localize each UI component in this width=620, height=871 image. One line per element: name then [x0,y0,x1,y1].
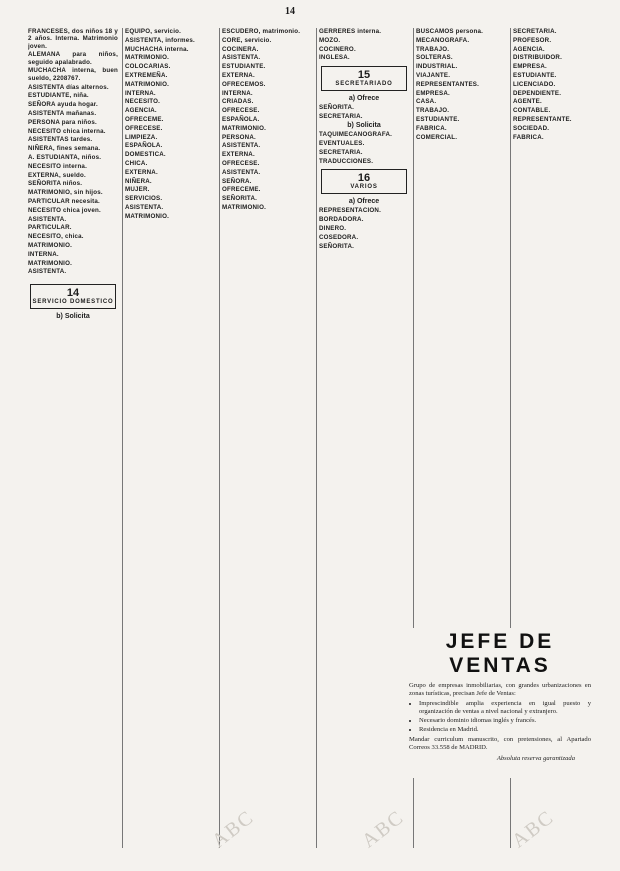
ad-entry: TRABAJO. [416,45,450,53]
ad-entry: NECESITO interna. [28,162,87,170]
ad-entry: MATRIMONIO. [28,241,73,249]
ad-entry: CHICA. [125,159,148,167]
ad-entry: EQUIPO, servicio. [125,28,182,35]
ad-entry: CORE, servicio. [222,36,272,44]
column-divider [316,28,317,848]
ad-entry: LICENCIADO. [513,80,556,88]
ad-entry: CONTABLE. [513,107,551,115]
ad-entry: ESTUDIANTE, niña. [28,92,89,100]
ad-entry: INGLESA. [319,54,350,62]
ad-entry: DISTRIBUIDOR. [513,54,563,62]
section-subhead: a) Ofrece [348,198,380,206]
ad-title: JEFE DE VENTAS [445,630,555,677]
ad-entry: SERVICIOS. [125,195,163,203]
ad-entry: MATRIMONIO. [125,80,170,88]
ad-entry: EXTERNA. [222,71,255,79]
ad-entry: ESCUDERO, matrimonio. [222,28,301,35]
watermark-logo: ABC [357,805,409,853]
section-subhead: b) Solicita [347,122,381,130]
ad-entry: ESPAÑOLA. [125,142,163,150]
ad-entry: MATRIMONIO. [125,212,170,220]
ad-entry: SEÑORITA. [319,103,355,111]
ad-entry: MUCHACHA interna, buen sueldo, 2208767. [28,67,118,82]
ad-entry: ALEMANA para niños, seguido apalabrado. [28,51,118,66]
ad-entry: EXTERNA, sueldo. [28,171,86,179]
ad-entry: NIÑERA. [125,177,152,185]
ad-entry: GERRERES interna. [319,28,382,35]
ad-entry: DINERO. [319,224,347,232]
ad-entry: OFRECESE. [222,107,260,115]
ad-entry: REPRESENTACION. [319,207,382,215]
section-subhead: b) Solicita [56,312,90,320]
ad-entry: BUSCAMOS persona. [416,28,484,35]
ad-entry: PARTICULAR. [28,224,72,232]
ad-entry: BORDADORA. [319,216,364,224]
ad-entry: ASISTENTA. [222,54,261,62]
ad-entry: SOLTERAS. [416,54,453,62]
ad-signature: Absoluta reserva garantizada [496,755,575,762]
ad-entry: EXTERNA. [125,168,158,176]
ad-entry: LIMPIEZA. [125,133,158,141]
page-number: 14 [285,6,295,17]
ad-entry: ASISTENTA. [28,215,67,223]
ad-entry: EXTERNA. [222,151,255,159]
ad-closing: Mandar curriculum manuscrito, con pretensiones, al Apartado Correos 33.558 de MADRID. [409,736,591,751]
ad-entry: OFRECESE. [125,124,163,132]
ad-entry: ASISTENTA. [125,203,164,211]
ad-entry: MATRIMONIO, sin hijos. [28,189,103,197]
requirement-item: • Imprescindible amplia experiencia en igual puesto y organización de ventas a nivel nacional y extranjero. [419,700,591,716]
ad-entry: MATRIMONIO. [28,259,73,267]
column-1 [28,28,118,848]
ad-entry: SEÑORITA niños. [28,180,83,188]
ad-entry: DEPENDIENTE. [513,89,562,97]
ad-entry: CASA. [416,98,437,106]
ad-entry: COMERCIAL. [416,133,458,141]
ad-intro: Grupo de empresas inmobiliarias, con grandes urbanizaciones en zonas turísticas, precisan Jefe de Ventas: [409,682,591,697]
ad-entry: EVENTUALES. [319,140,365,148]
ad-entry: NIÑERA, fines semana. [28,145,101,153]
ad-entry: NECESITO chica interna. [28,127,106,135]
column-3 [222,28,312,848]
ad-entry: NECESITO chica joven. [28,206,101,214]
ad-entry: MATRIMONIO. [222,203,267,211]
ad-entry: MATRIMONIO. [222,124,267,132]
ad-entry: SEÑORA. [222,177,252,185]
ad-entry: VIAJANTE. [416,71,451,79]
jefe-de-ventas-ad [405,628,595,778]
ad-requirements [409,700,591,734]
ad-entry: ESPAÑOLA. [222,115,260,123]
ad-entry: PARTICULAR necesita. [28,197,100,205]
ad-entry: ASISTENTA, informes. [125,36,195,44]
ad-entry: AGENCIA. [125,107,157,115]
ad-entry: MUJER. [125,186,150,194]
ad-entry: INTERNA. [222,89,253,97]
column-4 [319,28,409,848]
requirement-item: • Residencia en Madrid. [419,726,591,734]
ad-entry: FRANCESES, dos niños 18 y 2 años. Interna. Matrimonio joven. [28,28,118,50]
ad-entry: ASISTENTA mañanas. [28,109,97,117]
ad-entry: ASISTENTAS tardes. [28,136,93,144]
ad-entry: TRADUCCIONES. [319,157,374,165]
ad-entry: INTERNA. [125,89,156,97]
ad-entry: SECRETARIA. [319,112,363,120]
ad-entry: COSEDORA. [319,233,359,241]
ad-entry: SEÑORA ayuda hogar. [28,101,98,109]
ad-entry: AGENTE. [513,98,542,106]
section-header-15: 15 SECRETARIADO [321,66,407,91]
ad-entry: COCINERA. [222,45,259,53]
ad-body [405,682,595,752]
requirement-item: • Necesario dominio idiomas inglés y francés. [419,717,591,725]
ad-entry: INDUSTRIAL. [416,63,458,71]
ad-entry: NECESITO. [125,98,161,106]
ad-entry: FABRICA. [513,133,544,141]
ad-entry: EMPRESA. [513,63,547,71]
column-divider [219,28,220,848]
ad-entry: ASISTENTA. [28,268,67,276]
ad-entry: EMPRESA. [416,89,450,97]
ad-entry: SOCIEDAD. [513,124,550,132]
ad-entry: MECANOGRAFA. [416,36,470,44]
ad-entry: ESTUDIANTE. [513,71,557,79]
watermark-logo: ABC [507,805,559,853]
ad-entry: SEÑORITA. [319,242,355,250]
ad-entry: REPRESENTANTE. [513,115,572,123]
ad-entry: OFRECEME. [222,186,261,194]
ad-entry: SEÑORITA. [222,195,258,203]
section-header-16: 16 VARIOS [321,169,407,194]
ad-entry: EXTREMEÑA. [125,71,168,79]
ad-entry: ESTUDIANTE. [416,115,460,123]
ad-entry: INTERNA. [28,250,59,258]
ad-entry: FABRICA. [416,124,447,132]
ad-entry: COCINERO. [319,45,356,53]
ad-entry: A. ESTUDIANTA, niños. [28,153,102,161]
ad-entry: DOMESTICA. [125,151,166,159]
column-divider [122,28,123,848]
ad-entry: TAQUIMECANOGRAFA. [319,131,393,139]
ad-entry: OFRECESE. [222,159,260,167]
ad-entry: TRABAJO. [416,107,450,115]
column-2 [125,28,215,848]
ad-entry: ESTUDIANTE. [222,63,266,71]
section-subhead: a) Ofrece [348,94,380,102]
ad-entry: PERSONA para niños. [28,118,97,126]
ad-entry: COLOCARIAS. [125,63,171,71]
ad-entry: MUCHACHA interna. [125,45,189,53]
ad-entry: ASISTENTA. [222,168,261,176]
ad-entry: AGENCIA. [513,45,545,53]
ad-entry: PERSONA. [222,133,256,141]
section-header-14: 14 SERVICIO DOMESTICO [30,284,116,309]
ad-entry: PROFESOR. [513,36,552,44]
ad-entry: SECRETARIA. [319,148,363,156]
ad-entry: ASISTENTA. [222,142,261,150]
ad-entry: REPRESENTANTES. [416,80,480,88]
ad-entry: MATRIMONIO. [125,54,170,62]
watermark-logo: ABC [207,805,259,853]
ad-entry: SECRETARIA. [513,28,557,35]
ad-entry: ASISTENTA días alternos. [28,83,109,91]
ad-entry: MOZO. [319,36,341,44]
ad-entry: OFRECEMOS. [222,80,266,88]
ad-entry: OFRECEME. [125,115,164,123]
ad-entry: CRIADAS. [222,98,254,106]
ad-entry: NECESITO, chica. [28,233,84,241]
